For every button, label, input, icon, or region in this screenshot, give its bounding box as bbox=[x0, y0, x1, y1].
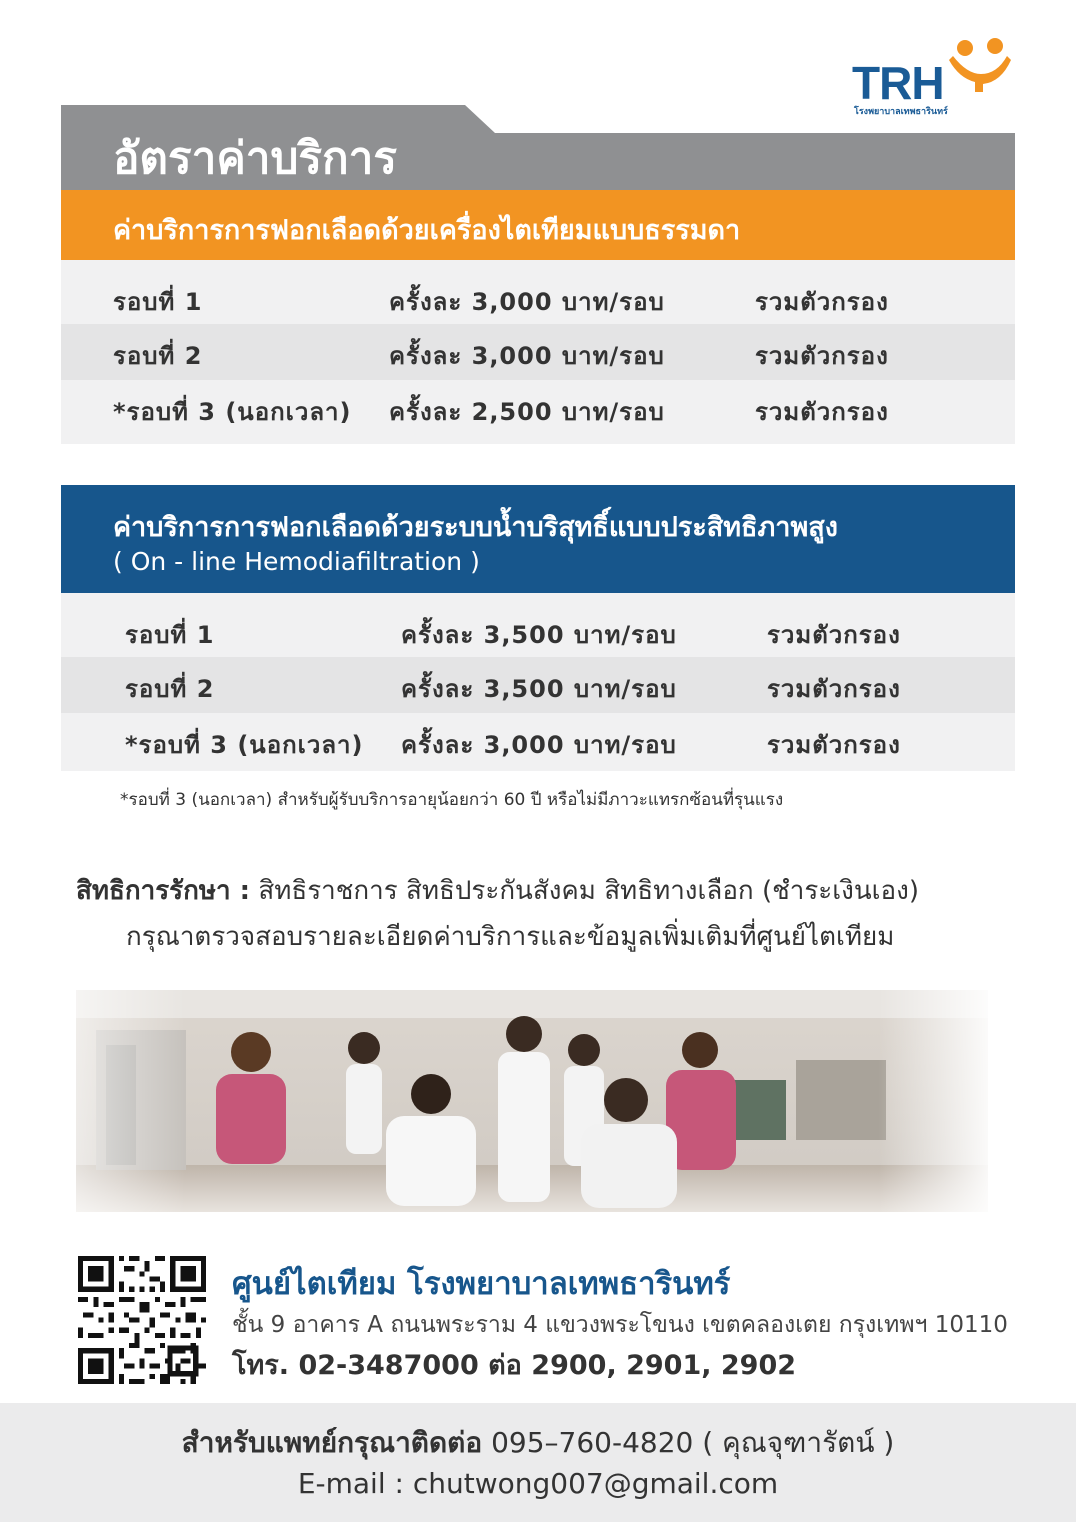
staff-photo bbox=[76, 990, 988, 1212]
treatment-rights bbox=[76, 870, 919, 911]
doctor-contact-bar bbox=[0, 1403, 1076, 1522]
section-standard-title: ค่าบริการการฟอกเลือดด้วยเครื่องไตเทียมแบบธรรมดา bbox=[113, 215, 741, 246]
center-name: ศูนย์ไตเทียม โรงพยาบาลเทพธารินทร์ bbox=[232, 1266, 731, 1302]
table-row bbox=[61, 260, 1015, 324]
doctor-contact-line bbox=[0, 1421, 1076, 1465]
note-label: รวมตัวกรอง bbox=[767, 675, 901, 703]
price-label: ครั้งละ 3,500 บาท/รอบ bbox=[401, 621, 677, 649]
price-label: ครั้งละ 2,500 บาท/รอบ bbox=[389, 398, 665, 426]
table-row bbox=[61, 593, 1015, 657]
rights-note: กรุณาตรวจสอบรายละเอียดค่าบริการและข้อมูลเพิ่มเติมที่ศูนย์ไตเทียม bbox=[126, 922, 895, 952]
logo-text: TRH bbox=[852, 57, 944, 109]
note-label: รวมตัวกรอง bbox=[755, 398, 889, 426]
price-label: ครั้งละ 3,000 บาท/รอบ bbox=[389, 342, 665, 370]
doctor-contact-email: E-mail : chutwong007@gmail.com bbox=[297, 1467, 779, 1500]
title-bar bbox=[61, 105, 1015, 191]
section-standard-header bbox=[61, 190, 1015, 260]
note-label: รวมตัวกรอง bbox=[755, 288, 889, 316]
note-label: รวมตัวกรอง bbox=[767, 621, 901, 649]
round-label: รอบที่ 2 bbox=[125, 675, 215, 703]
price-label: ครั้งละ 3,500 บาท/รอบ bbox=[401, 675, 677, 703]
round-label: *รอบที่ 3 (นอกเวลา) bbox=[125, 731, 364, 759]
rights-text: สิทธิราชการ สิทธิประกันสังคม สิทธิทางเลือก (ชำระเงินเอง) bbox=[258, 876, 919, 906]
footnote: *รอบที่ 3 (นอกเวลา) สำหรับผู้รับบริการอายุน้อยกว่า 60 ปี หรือไม่มีภาวะแทรกซ้อนที่รุนแรง bbox=[120, 790, 784, 810]
hdf-price-table bbox=[61, 593, 1015, 771]
round-label: *รอบที่ 3 (นอกเวลา) bbox=[113, 398, 352, 426]
round-label: รอบที่ 2 bbox=[113, 342, 203, 370]
table-row bbox=[61, 380, 1015, 444]
doctor-contact-phone: 095–760-4820 ( คุณจุฑารัตน์ ) bbox=[491, 1426, 895, 1459]
section-hdf-title: ค่าบริการการฟอกเลือดด้วยระบบน้ำบริสุทธิ์แบบประสิทธิภาพสูง bbox=[113, 512, 838, 543]
logo-subtitle: โรงพยาบาลเทพธารินทร์ bbox=[854, 107, 948, 117]
price-label: ครั้งละ 3,000 บาท/รอบ bbox=[401, 731, 677, 759]
standard-price-table bbox=[61, 260, 1015, 444]
table-row bbox=[61, 657, 1015, 713]
round-label: รอบที่ 1 bbox=[125, 621, 215, 649]
page-title: อัตราค่าบริการ bbox=[113, 133, 398, 184]
doctor-contact-label: สำหรับแพทย์กรุณาติดต่อ bbox=[181, 1426, 483, 1459]
center-phone: โทร. 02-3487000 ต่อ 2900, 2901, 2902 bbox=[232, 1350, 797, 1381]
section-hdf-subtitle: ( On - line Hemodiafiltration ) bbox=[113, 547, 480, 576]
logo-mark-icon bbox=[947, 34, 1017, 94]
center-address: ชั้น 9 อาคาร A ถนนพระราม 4 แขวงพระโขนง เขตคลองเตย กรุงเทพฯ 10110 bbox=[232, 1312, 1008, 1338]
round-label: รอบที่ 1 bbox=[113, 288, 203, 316]
note-label: รวมตัวกรอง bbox=[755, 342, 889, 370]
table-row bbox=[61, 324, 1015, 380]
note-label: รวมตัวกรอง bbox=[767, 731, 901, 759]
rights-label: สิทธิการรักษา : bbox=[76, 876, 251, 906]
table-row bbox=[61, 713, 1015, 771]
qr-code-icon bbox=[78, 1256, 206, 1384]
section-hdf-header bbox=[61, 485, 1015, 593]
price-label: ครั้งละ 3,000 บาท/รอบ bbox=[389, 288, 665, 316]
